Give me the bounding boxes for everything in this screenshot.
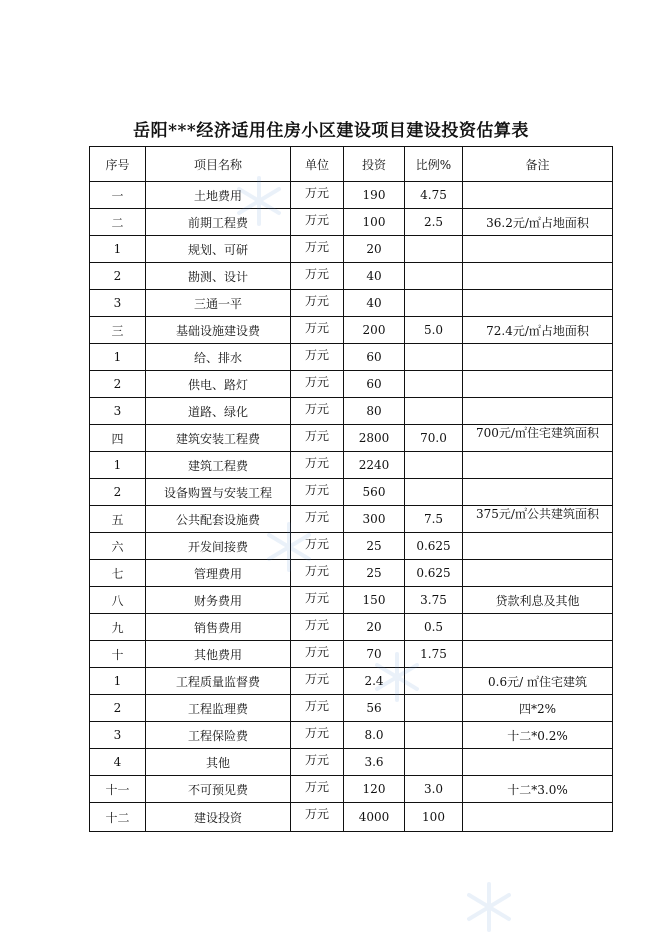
cell-no: 二: [90, 209, 146, 236]
cell-item-name: 工程质量监督费: [146, 668, 291, 695]
header-investment: 投资: [344, 147, 405, 182]
cell-investment: 70: [344, 641, 405, 668]
cell-no: 十二: [90, 803, 146, 832]
table-row: [90, 641, 613, 668]
cell-investment: 20: [344, 614, 405, 641]
cell-ratio: [405, 479, 463, 506]
table-row: [90, 182, 613, 209]
header-item-name: 项目名称: [146, 147, 291, 182]
cell-no: 1: [90, 452, 146, 479]
header-remarks: 备注: [463, 147, 613, 182]
cell-ratio: 3.0: [405, 776, 463, 803]
cell-unit: 万元: [291, 668, 344, 695]
cell-remarks: [463, 641, 613, 668]
cell-remarks: [463, 533, 613, 560]
cell-investment: 40: [344, 263, 405, 290]
cell-ratio: [405, 452, 463, 479]
cell-ratio: [405, 398, 463, 425]
cell-no: 1: [90, 344, 146, 371]
cell-ratio: [405, 236, 463, 263]
cell-unit: 万元: [291, 560, 344, 587]
cell-item-name: 规划、可研: [146, 236, 291, 263]
cell-item-name: 其他费用: [146, 641, 291, 668]
cell-unit: 万元: [291, 209, 344, 236]
table-row: [90, 803, 613, 832]
cell-no: 2: [90, 695, 146, 722]
cell-no: 九: [90, 614, 146, 641]
cell-remarks: [463, 614, 613, 641]
cell-remarks: 0.6元/ ㎡住宅建筑: [463, 668, 613, 695]
cell-remarks: 四*2%: [463, 695, 613, 722]
cell-remarks: 72.4元/㎡占地面积: [463, 317, 613, 344]
cell-investment: 8.0: [344, 722, 405, 749]
cell-investment: 2240: [344, 452, 405, 479]
cell-unit: 万元: [291, 695, 344, 722]
cell-investment: 25: [344, 533, 405, 560]
table-row: [90, 452, 613, 479]
cell-remarks: [463, 344, 613, 371]
cell-item-name: 开发间接费: [146, 533, 291, 560]
cell-ratio: [405, 371, 463, 398]
cell-remarks: 375元/㎡公共建筑面积: [463, 506, 613, 533]
cell-investment: 300: [344, 506, 405, 533]
table-row: [90, 614, 613, 641]
table-row: [90, 533, 613, 560]
cell-no: 4: [90, 749, 146, 776]
cell-item-name: 工程保险费: [146, 722, 291, 749]
cell-unit: 万元: [291, 776, 344, 803]
cell-unit: 万元: [291, 722, 344, 749]
table-header-row: [90, 147, 613, 182]
cell-item-name: 建筑工程费: [146, 452, 291, 479]
cell-no: 1: [90, 668, 146, 695]
cell-no: 2: [90, 263, 146, 290]
cell-no: 五: [90, 506, 146, 533]
cell-ratio: 1.75: [405, 641, 463, 668]
header-ratio: 比例%: [405, 147, 463, 182]
cell-remarks: [463, 398, 613, 425]
cell-unit: 万元: [291, 452, 344, 479]
cell-no: 3: [90, 722, 146, 749]
cell-ratio: [405, 290, 463, 317]
header-unit: 单位: [291, 147, 344, 182]
cell-item-name: 基础设施建设费: [146, 317, 291, 344]
table-row: [90, 425, 613, 452]
table-row: [90, 317, 613, 344]
cell-remarks: [463, 479, 613, 506]
cell-unit: 万元: [291, 587, 344, 614]
cell-investment: 60: [344, 344, 405, 371]
cell-item-name: 设备购置与安装工程: [146, 479, 291, 506]
table-row: [90, 344, 613, 371]
cell-unit: 万元: [291, 533, 344, 560]
cell-investment: 4000: [344, 803, 405, 832]
cell-ratio: 4.75: [405, 182, 463, 209]
cell-item-name: 管理费用: [146, 560, 291, 587]
table-row: [90, 236, 613, 263]
cell-item-name: 销售费用: [146, 614, 291, 641]
cell-unit: 万元: [291, 425, 344, 452]
cell-unit: 万元: [291, 263, 344, 290]
cell-no: 1: [90, 236, 146, 263]
table-row: [90, 560, 613, 587]
cell-investment: 2.4: [344, 668, 405, 695]
cell-ratio: 100: [405, 803, 463, 832]
cell-investment: 20: [344, 236, 405, 263]
cell-remarks: [463, 560, 613, 587]
table-row: [90, 722, 613, 749]
cell-no: 十一: [90, 776, 146, 803]
cell-ratio: [405, 263, 463, 290]
cell-item-name: 供电、路灯: [146, 371, 291, 398]
cell-investment: 80: [344, 398, 405, 425]
cell-remarks: [463, 749, 613, 776]
cell-remarks: [463, 371, 613, 398]
cell-unit: 万元: [291, 506, 344, 533]
cell-ratio: 70.0: [405, 425, 463, 452]
cell-item-name: 勘测、设计: [146, 263, 291, 290]
cell-item-name: 土地费用: [146, 182, 291, 209]
cell-no: 八: [90, 587, 146, 614]
page-title: 岳阳***经济适用住房小区建设项目建设投资估算表: [133, 121, 529, 141]
cell-ratio: [405, 344, 463, 371]
cell-investment: 40: [344, 290, 405, 317]
cell-investment: 25: [344, 560, 405, 587]
cell-ratio: 2.5: [405, 209, 463, 236]
cell-unit: 万元: [291, 614, 344, 641]
snowflake-watermark-icon: [232, 174, 286, 228]
cell-ratio: [405, 749, 463, 776]
cell-item-name: 三通一平: [146, 290, 291, 317]
table-row: [90, 695, 613, 722]
cell-remarks: [463, 290, 613, 317]
cell-investment: 150: [344, 587, 405, 614]
table-row: [90, 479, 613, 506]
cell-ratio: 5.0: [405, 317, 463, 344]
cell-unit: 万元: [291, 641, 344, 668]
cell-item-name: 前期工程费: [146, 209, 291, 236]
cell-remarks: [463, 803, 613, 832]
cell-investment: 190: [344, 182, 405, 209]
header-no: 序号: [90, 147, 146, 182]
cell-investment: 120: [344, 776, 405, 803]
cell-unit: 万元: [291, 479, 344, 506]
cell-item-name: 公共配套设施费: [146, 506, 291, 533]
investment-estimate-table: [89, 146, 613, 832]
cell-unit: 万元: [291, 317, 344, 344]
table-row: [90, 668, 613, 695]
cell-item-name: 工程监理费: [146, 695, 291, 722]
cell-item-name: 不可预见费: [146, 776, 291, 803]
cell-investment: 60: [344, 371, 405, 398]
cell-no: 2: [90, 371, 146, 398]
cell-no: 三: [90, 317, 146, 344]
cell-investment: 100: [344, 209, 405, 236]
cell-remarks: 十二*0.2%: [463, 722, 613, 749]
cell-unit: 万元: [291, 803, 344, 832]
snowflake-watermark-icon: [262, 520, 316, 574]
cell-investment: 200: [344, 317, 405, 344]
cell-ratio: 0.625: [405, 560, 463, 587]
table-row: [90, 290, 613, 317]
cell-no: 一: [90, 182, 146, 209]
cell-unit: 万元: [291, 344, 344, 371]
cell-ratio: 3.75: [405, 587, 463, 614]
cell-ratio: 0.625: [405, 533, 463, 560]
cell-ratio: 0.5: [405, 614, 463, 641]
cell-investment: 56: [344, 695, 405, 722]
table-row: [90, 776, 613, 803]
table-row: [90, 506, 613, 533]
snowflake-watermark-icon: [370, 650, 424, 704]
table-row: [90, 749, 613, 776]
cell-item-name: 建筑安装工程费: [146, 425, 291, 452]
cell-investment: 3.6: [344, 749, 405, 776]
cell-no: 3: [90, 290, 146, 317]
cell-item-name: 建设投资: [146, 803, 291, 832]
cell-remarks: [463, 236, 613, 263]
cell-investment: 560: [344, 479, 405, 506]
table-row: [90, 371, 613, 398]
cell-no: 七: [90, 560, 146, 587]
cell-remarks: [463, 452, 613, 479]
cell-unit: 万元: [291, 236, 344, 263]
cell-item-name: 给、排水: [146, 344, 291, 371]
cell-item-name: 财务费用: [146, 587, 291, 614]
cell-item-name: 其他: [146, 749, 291, 776]
snowflake-watermark-icon: [462, 880, 516, 934]
cell-unit: 万元: [291, 182, 344, 209]
table-row: [90, 209, 613, 236]
cell-remarks: 贷款利息及其他: [463, 587, 613, 614]
cell-remarks: 36.2元/㎡占地面积: [463, 209, 613, 236]
cell-remarks: [463, 182, 613, 209]
cell-remarks: 十二*3.0%: [463, 776, 613, 803]
cell-unit: 万元: [291, 371, 344, 398]
cell-unit: 万元: [291, 398, 344, 425]
cell-ratio: 7.5: [405, 506, 463, 533]
cell-remarks: 700元/㎡住宅建筑面积: [463, 425, 613, 452]
cell-no: 六: [90, 533, 146, 560]
table-row: [90, 587, 613, 614]
cell-unit: 万元: [291, 290, 344, 317]
cell-item-name: 道路、绿化: [146, 398, 291, 425]
cell-investment: 2800: [344, 425, 405, 452]
cell-unit: 万元: [291, 749, 344, 776]
cell-ratio: [405, 722, 463, 749]
cell-no: 十: [90, 641, 146, 668]
table-row: [90, 398, 613, 425]
table-row: [90, 263, 613, 290]
cell-no: 3: [90, 398, 146, 425]
cell-remarks: [463, 263, 613, 290]
cell-no: 2: [90, 479, 146, 506]
cell-no: 四: [90, 425, 146, 452]
